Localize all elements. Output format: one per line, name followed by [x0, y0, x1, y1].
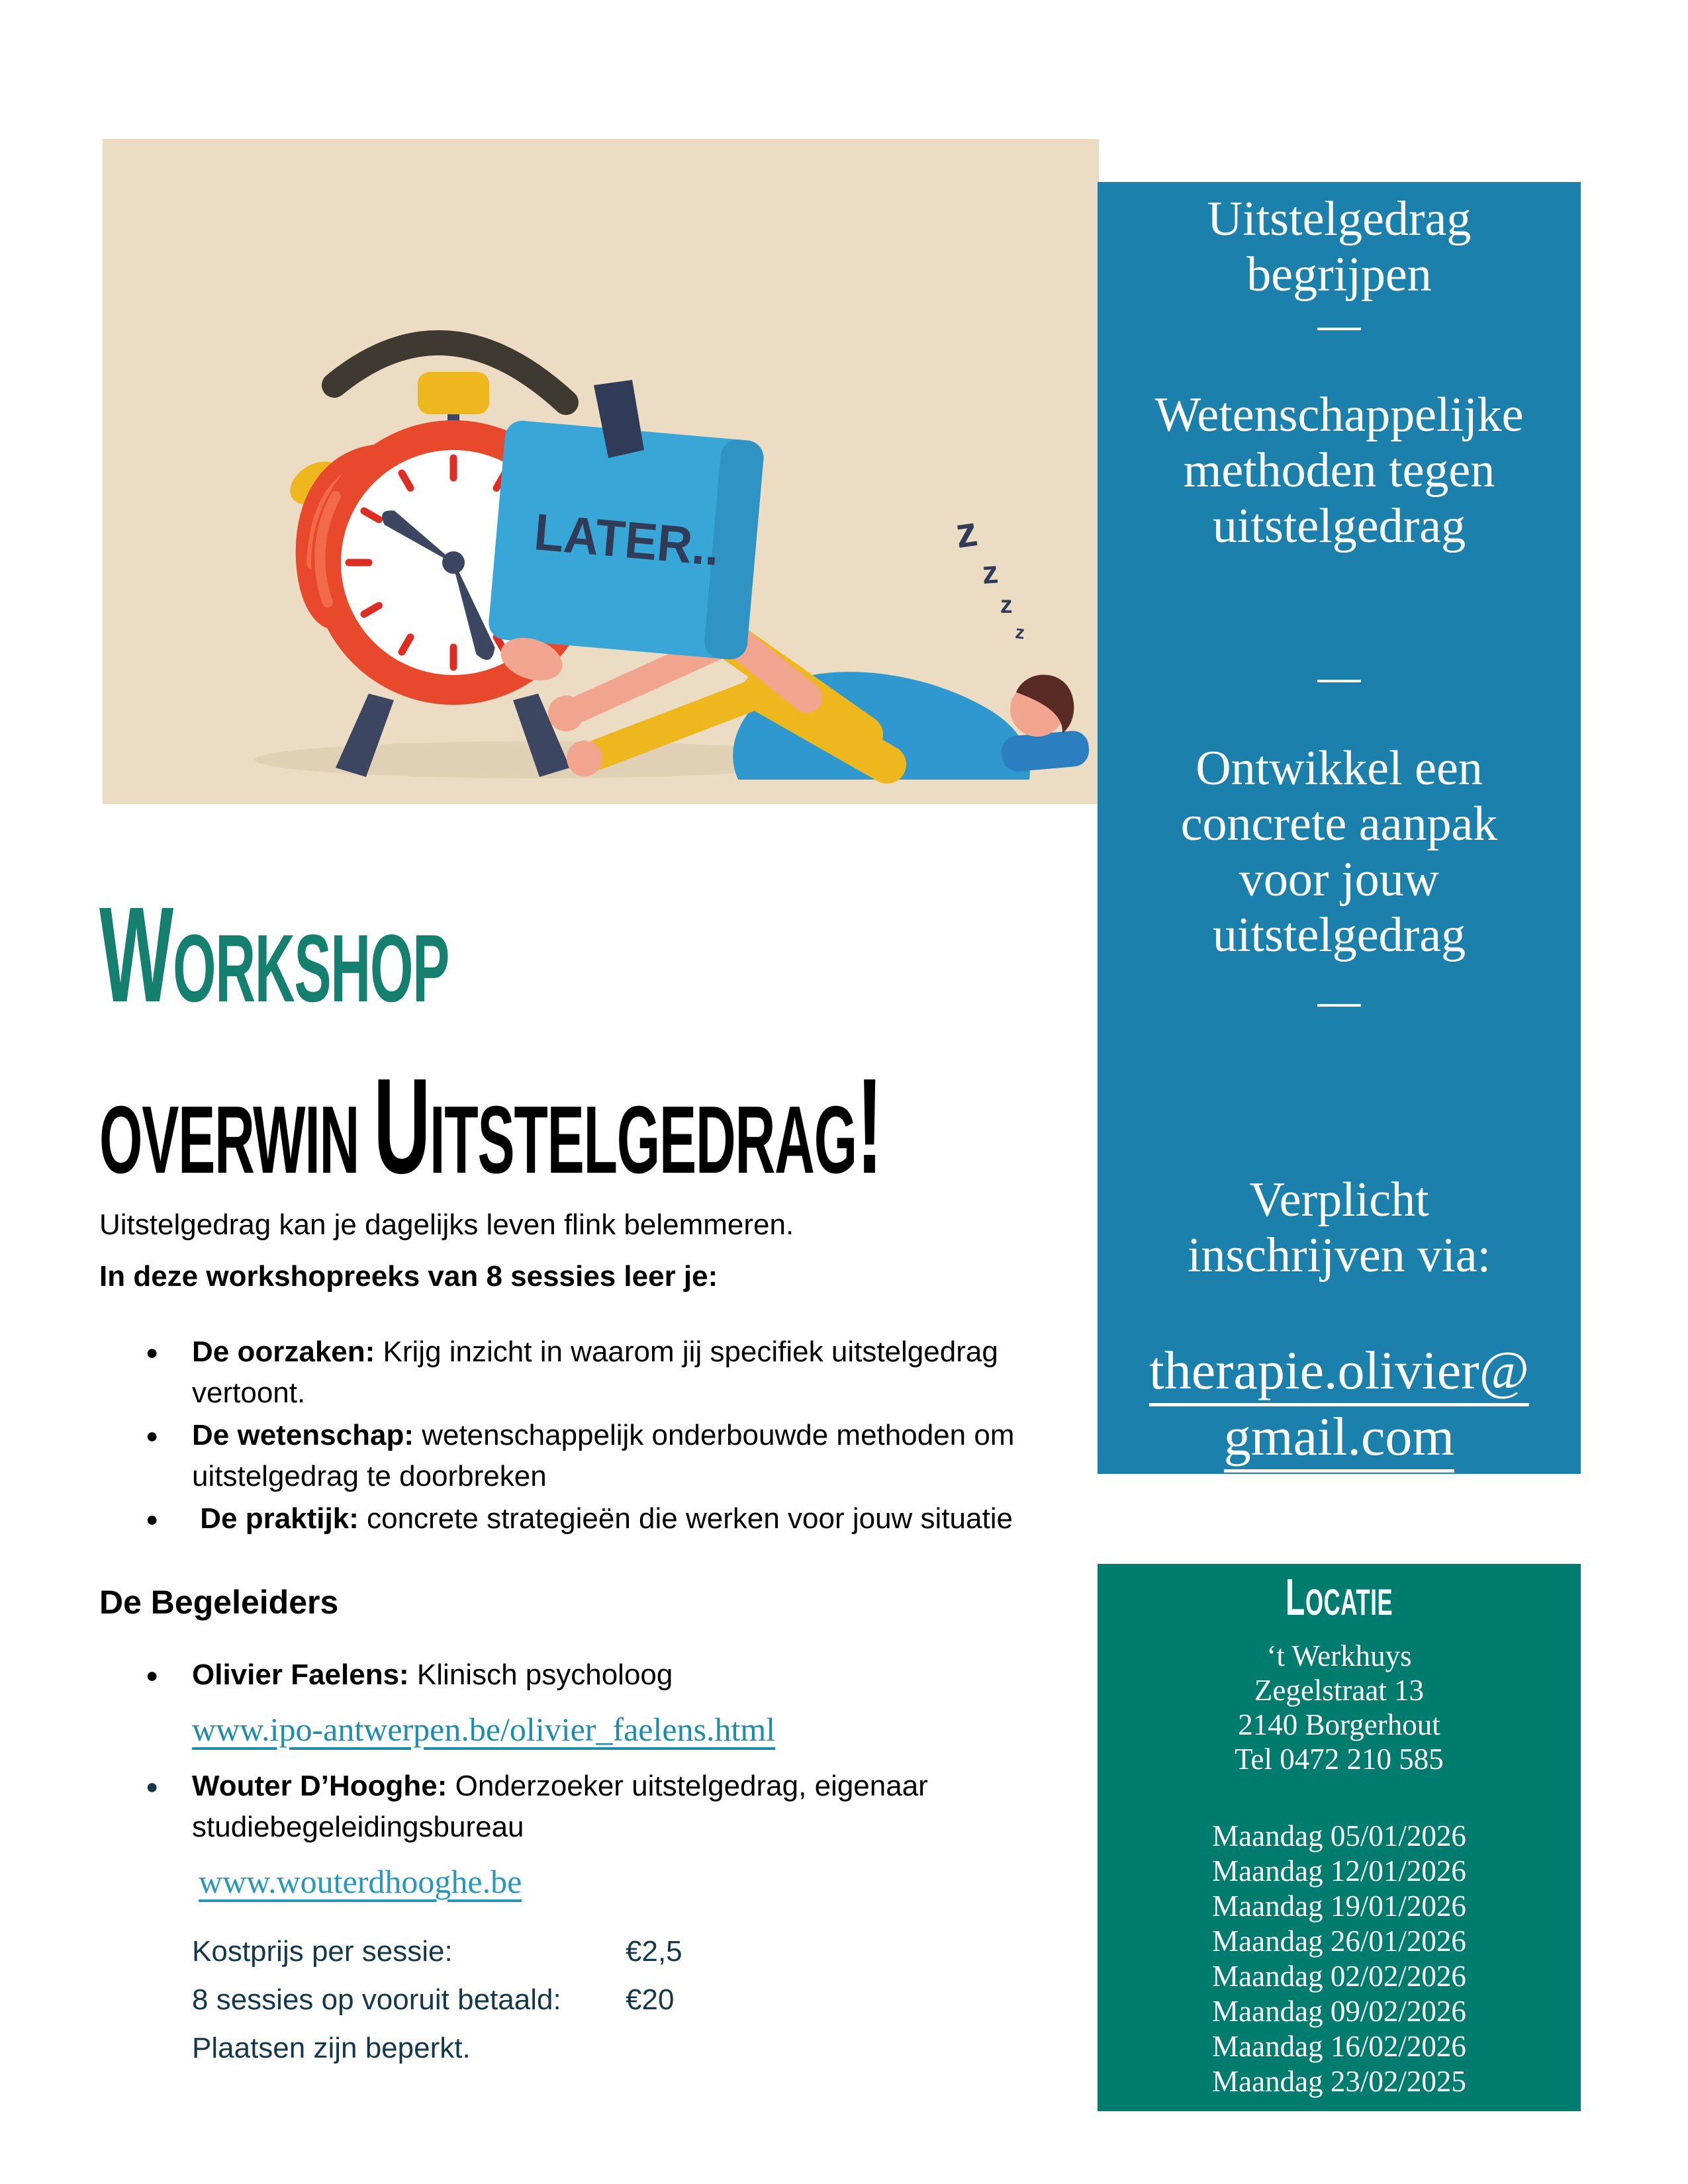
- email-link[interactable]: therapie.olivier@ gmail.com: [1098, 1338, 1581, 1470]
- intro-line: Uitstelgedrag kan je dagelijks leven flink belemmeren.: [99, 1208, 794, 1241]
- title-line-workshop: WORKSHOP: [99, 879, 449, 1030]
- procrastination-illustration: [103, 139, 1099, 804]
- svg-text:z: z: [981, 555, 1000, 591]
- location-venue: ‘t Werkhuys: [1266, 1639, 1412, 1672]
- list-item: ● De wetenschap: wetenschappelijk onderbouwde methoden om uitstelgedrag te doorbreken: [99, 1415, 1086, 1497]
- pricing-block: [192, 1927, 986, 2072]
- list-item-wouter: ● Wouter D’Hooghe: Onderzoeker uitstelgedrag, eigenaar studiebegeleidingsbureau www.wouterdhooghe.be: [99, 1766, 1086, 1914]
- session-date: Maandag 12/01/2026: [1212, 1854, 1466, 1888]
- location-phone: Tel 0472 210 585: [1235, 1743, 1444, 1776]
- divider: [1317, 328, 1361, 330]
- sidebar-section-aanpak: Ontwikkel een concrete aanpak voor jouw uitstelgedrag: [1180, 741, 1498, 962]
- later-sign-label: LATER..: [532, 502, 733, 578]
- svg-text:z: z: [1014, 621, 1026, 643]
- session-date: Maandag 05/01/2026: [1212, 1819, 1466, 1852]
- pricing-row: Plaatsen zijn beperkt.: [192, 2032, 471, 2064]
- link-wouterdhooghe[interactable]: www.wouterdhooghe.be: [199, 1863, 522, 1900]
- session-date: Maandag 26/01/2026: [1212, 1925, 1466, 1958]
- benefits-sidebar: [1098, 182, 1581, 1474]
- location-box: [1098, 1564, 1581, 2111]
- link-ipo-antwerpen[interactable]: www.ipo-antwerpen.be/olivier_faelens.html: [192, 1711, 776, 1748]
- session-date: Maandag 23/02/2025: [1212, 2065, 1466, 2098]
- sidebar-section-methoden: Wetenschappelijke methoden tegen uitstelgedrag: [1154, 388, 1524, 553]
- sidebar-section-inschrijven: Verplicht inschrijven via:: [1187, 1173, 1491, 1283]
- pricing-row: Kostprijs per sessie: €2,5: [192, 1935, 682, 1968]
- location-street: Zegelstraat 13: [1254, 1674, 1425, 1707]
- workshop-topics-list: [99, 1332, 1086, 1541]
- session-date: Maandag 19/01/2026: [1212, 1889, 1466, 1923]
- title-line-overwin: OVERWIN UITSTELGEDRAG!: [99, 1050, 882, 1202]
- list-item: ● De oorzaken: Krijg inzicht in waarom jij specifiek uitstelgedrag vertoont.: [99, 1332, 1086, 1414]
- list-item-olivier: ● Olivier Faelens: Klinisch psycholoog www.ipo-antwerpen.be/olivier_faelens.html: [99, 1655, 1086, 1762]
- session-date: Maandag 16/02/2026: [1212, 2030, 1466, 2063]
- location-heading: LOCATIE: [1285, 1568, 1393, 1626]
- session-date: Maandag 02/02/2026: [1212, 1960, 1466, 1993]
- svg-text:z: z: [1000, 591, 1013, 618]
- pricing-row: 8 sessies op vooruit betaald: €20: [192, 1983, 675, 2016]
- location-city: 2140 Borgerhout: [1238, 1708, 1440, 1741]
- svg-text:z: z: [952, 507, 980, 557]
- divider: [1317, 1004, 1361, 1007]
- divider: [1317, 680, 1361, 682]
- begeleiders-list: [99, 1655, 1086, 1918]
- list-item: ● De praktijk: concrete strategieën die werken voor jouw situatie: [99, 1498, 1086, 1539]
- section-heading-begeleiders: De Begeleiders: [99, 1584, 339, 1621]
- session-dates-list: [1098, 1819, 1581, 2099]
- intro-paragraph: [99, 1203, 1039, 1298]
- sidebar-section-begrijpen: Uitstelgedrag begrijpen: [1207, 192, 1472, 302]
- session-date: Maandag 09/02/2026: [1212, 1995, 1466, 2028]
- intro-line-bold: In deze workshopreeks van 8 sessies leer je:: [99, 1260, 718, 1293]
